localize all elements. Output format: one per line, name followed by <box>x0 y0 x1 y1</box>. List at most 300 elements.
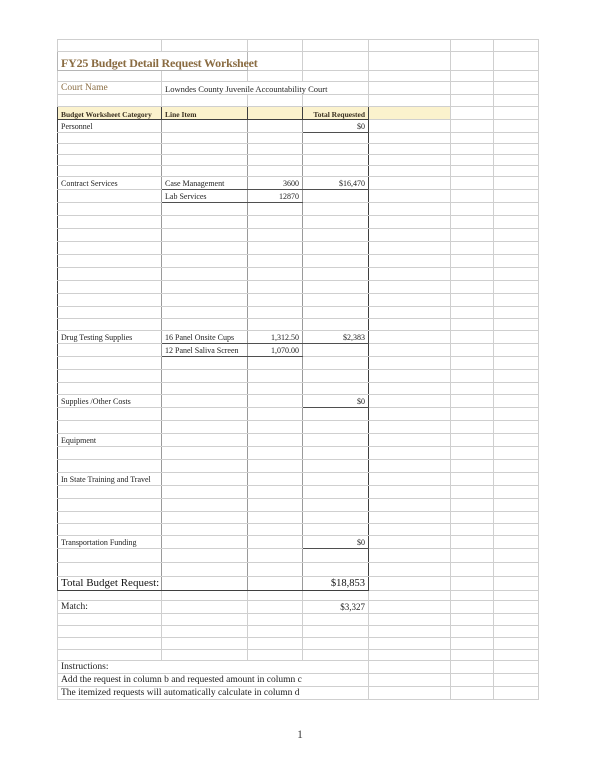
cell <box>58 255 162 268</box>
cell <box>451 82 494 95</box>
line-item-cell <box>162 473 248 486</box>
cell <box>494 294 539 307</box>
page-number: 1 <box>297 729 303 741</box>
cell <box>451 166 494 177</box>
cell <box>58 614 162 626</box>
cell <box>494 536 539 549</box>
cell <box>451 268 494 281</box>
cell <box>162 408 248 421</box>
cell <box>303 447 369 460</box>
cell <box>494 447 539 460</box>
cell <box>451 499 494 512</box>
sheet-row <box>58 166 539 177</box>
cell <box>248 383 303 395</box>
cell <box>58 40 162 52</box>
sheet-row <box>58 614 539 626</box>
cell <box>162 307 248 319</box>
cell <box>58 229 162 242</box>
cell <box>494 229 539 242</box>
cell <box>248 499 303 512</box>
cell <box>494 395 539 408</box>
line-item-cell <box>162 395 248 408</box>
cell <box>303 460 369 473</box>
sheet-row <box>58 601 539 614</box>
instructions-heading: Instructions: <box>58 661 369 674</box>
cell <box>369 421 451 434</box>
sheet-row <box>58 661 539 674</box>
total-requested-value: $0 <box>303 395 369 408</box>
sheet-row <box>58 107 539 120</box>
cell <box>162 383 248 395</box>
cell <box>451 177 494 190</box>
cell <box>369 120 451 133</box>
cell <box>162 460 248 473</box>
cell <box>494 601 539 614</box>
cell <box>248 408 303 421</box>
cell <box>303 307 369 319</box>
cell <box>369 524 451 536</box>
cell <box>494 499 539 512</box>
cell <box>248 281 303 294</box>
cell <box>162 614 248 626</box>
cell <box>494 71 539 82</box>
cell <box>303 203 369 216</box>
instruction-text: The itemized requests will automatically calculate in column d <box>58 687 369 700</box>
total-requested-value <box>303 190 369 203</box>
cell <box>303 294 369 307</box>
cell <box>369 650 451 661</box>
cell <box>451 52 494 71</box>
sheet-row <box>58 331 539 344</box>
cell <box>162 144 248 155</box>
cell <box>494 473 539 486</box>
cell <box>58 512 162 524</box>
sheet-row <box>58 577 539 591</box>
cell <box>369 216 451 229</box>
cell <box>58 242 162 255</box>
category-cell: Equipment <box>58 434 162 447</box>
cell <box>303 281 369 294</box>
cell <box>451 536 494 549</box>
cell <box>369 536 451 549</box>
cell <box>162 601 248 614</box>
cell <box>162 563 248 577</box>
cell <box>494 383 539 395</box>
cell <box>494 133 539 144</box>
line-qty-cell <box>248 536 303 549</box>
cell <box>162 370 248 383</box>
sheet-row <box>58 512 539 524</box>
cell <box>451 674 494 687</box>
cell <box>494 591 539 601</box>
cell <box>248 614 303 626</box>
budget-worksheet <box>57 39 539 700</box>
sheet-row <box>58 536 539 549</box>
cell <box>369 268 451 281</box>
cell <box>451 203 494 216</box>
sheet-row <box>58 242 539 255</box>
cell <box>303 144 369 155</box>
cell <box>494 120 539 133</box>
sheet-row <box>58 203 539 216</box>
cell <box>494 563 539 577</box>
cell <box>369 591 451 601</box>
cell <box>58 486 162 499</box>
cell <box>369 563 451 577</box>
cell <box>58 383 162 395</box>
cell <box>248 294 303 307</box>
cell <box>58 626 162 638</box>
sheet-row <box>58 71 539 82</box>
sheet-row <box>58 155 539 166</box>
cell <box>58 591 162 601</box>
cell <box>162 650 248 661</box>
total-requested-value: $0 <box>303 120 369 133</box>
cell <box>58 216 162 229</box>
cell <box>451 626 494 638</box>
cell <box>451 512 494 524</box>
cell <box>369 661 451 674</box>
sheet-row <box>58 460 539 473</box>
sheet-row <box>58 190 539 203</box>
cell <box>58 357 162 370</box>
cell <box>451 40 494 52</box>
category-cell: In State Training and Travel <box>58 473 162 486</box>
cell <box>58 319 162 331</box>
cell <box>162 357 248 370</box>
cell <box>162 421 248 434</box>
cell <box>369 95 451 107</box>
cell <box>162 216 248 229</box>
grid-body <box>58 40 539 700</box>
cell <box>248 447 303 460</box>
cell <box>303 268 369 281</box>
cell <box>451 486 494 499</box>
cell <box>451 294 494 307</box>
cell <box>303 591 369 601</box>
cell <box>303 650 369 661</box>
sheet-row <box>58 524 539 536</box>
cell <box>369 370 451 383</box>
cell <box>303 549 369 563</box>
cell <box>58 370 162 383</box>
cell <box>451 281 494 294</box>
cell <box>451 370 494 383</box>
sheet-row <box>58 447 539 460</box>
cell <box>494 52 539 71</box>
cell <box>248 638 303 650</box>
budget-grid <box>57 39 539 700</box>
cell <box>248 95 303 107</box>
cell <box>162 268 248 281</box>
cell <box>248 357 303 370</box>
cell <box>248 166 303 177</box>
sheet-row <box>58 357 539 370</box>
sheet-row <box>58 216 539 229</box>
cell <box>451 383 494 395</box>
cell <box>248 512 303 524</box>
cell <box>494 268 539 281</box>
cell <box>494 319 539 331</box>
total-requested-value <box>303 434 369 447</box>
cell <box>369 177 451 190</box>
cell <box>303 229 369 242</box>
court-name-label: Court Name <box>58 82 162 95</box>
cell <box>494 650 539 661</box>
cell <box>58 203 162 216</box>
cell <box>369 255 451 268</box>
cell <box>58 144 162 155</box>
cell <box>369 687 451 700</box>
cell <box>58 294 162 307</box>
total-requested-value: $16,470 <box>303 177 369 190</box>
line-item-cell <box>162 434 248 447</box>
cell <box>369 577 451 591</box>
cell <box>451 71 494 82</box>
col-header-category: Budget Worksheet Category <box>58 107 162 120</box>
cell <box>494 95 539 107</box>
line-item-cell: 16 Panel Onsite Cups <box>162 331 248 344</box>
cell <box>369 155 451 166</box>
cell <box>303 255 369 268</box>
cell <box>369 166 451 177</box>
sheet-row <box>58 638 539 650</box>
cell <box>369 71 451 82</box>
cell <box>369 549 451 563</box>
sheet-title: FY25 Budget Detail Request Worksheet <box>58 52 248 71</box>
cell <box>248 591 303 601</box>
cell <box>369 242 451 255</box>
total-budget-label: Total Budget Request: <box>58 577 162 591</box>
sheet-row <box>58 255 539 268</box>
cell <box>248 307 303 319</box>
cell <box>162 626 248 638</box>
cell <box>451 95 494 107</box>
cell <box>58 524 162 536</box>
cell <box>162 447 248 460</box>
cell <box>248 460 303 473</box>
cell <box>494 344 539 357</box>
sheet-row <box>58 52 539 71</box>
cell <box>248 601 303 614</box>
sheet-row <box>58 626 539 638</box>
sheet-row <box>58 674 539 687</box>
cell <box>162 166 248 177</box>
cell <box>58 95 162 107</box>
cell <box>248 229 303 242</box>
cell <box>303 357 369 370</box>
cell <box>162 71 248 82</box>
line-item-cell <box>162 120 248 133</box>
cell <box>248 268 303 281</box>
cell <box>248 40 303 52</box>
cell <box>451 229 494 242</box>
cell <box>494 255 539 268</box>
cell <box>494 408 539 421</box>
cell <box>162 255 248 268</box>
cell <box>494 216 539 229</box>
cell <box>303 614 369 626</box>
sheet-row <box>58 120 539 133</box>
sheet-row <box>58 344 539 357</box>
category-cell: Contract Services <box>58 177 162 190</box>
cell <box>369 107 451 120</box>
cell <box>58 638 162 650</box>
col-header-line-item: Line Item <box>162 107 248 120</box>
cell <box>494 307 539 319</box>
sheet-row <box>58 294 539 307</box>
category-cell <box>58 344 162 357</box>
cell <box>369 395 451 408</box>
total-requested-value: $0 <box>303 536 369 549</box>
cell <box>451 661 494 674</box>
cell <box>369 344 451 357</box>
cell <box>58 133 162 144</box>
cell <box>58 421 162 434</box>
cell <box>303 242 369 255</box>
cell <box>369 281 451 294</box>
cell <box>248 650 303 661</box>
cell <box>248 486 303 499</box>
cell <box>248 242 303 255</box>
line-qty-cell <box>248 473 303 486</box>
cell <box>494 166 539 177</box>
cell <box>369 229 451 242</box>
sheet-row <box>58 650 539 661</box>
sheet-row <box>58 408 539 421</box>
cell <box>303 319 369 331</box>
cell <box>303 512 369 524</box>
cell <box>451 155 494 166</box>
cell <box>303 133 369 144</box>
cell <box>494 177 539 190</box>
cell <box>494 370 539 383</box>
cell <box>451 107 494 120</box>
cell <box>369 626 451 638</box>
cell <box>494 190 539 203</box>
category-cell: Supplies /Other Costs <box>58 395 162 408</box>
cell <box>162 549 248 563</box>
cell <box>369 203 451 216</box>
cell <box>303 638 369 650</box>
cell <box>494 638 539 650</box>
cell <box>451 601 494 614</box>
cell <box>369 499 451 512</box>
cell <box>248 370 303 383</box>
cell <box>369 473 451 486</box>
cell <box>248 216 303 229</box>
cell <box>248 421 303 434</box>
line-qty-cell: 1,312.50 <box>248 331 303 344</box>
cell <box>58 281 162 294</box>
cell <box>451 549 494 563</box>
cell <box>58 408 162 421</box>
cell <box>369 383 451 395</box>
col-header-spacer <box>248 107 303 120</box>
cell <box>451 460 494 473</box>
cell <box>162 486 248 499</box>
cell <box>303 421 369 434</box>
cell <box>451 408 494 421</box>
sheet-row <box>58 229 539 242</box>
cell <box>451 319 494 331</box>
cell <box>369 408 451 421</box>
cell <box>369 190 451 203</box>
cell <box>369 307 451 319</box>
cell <box>162 499 248 512</box>
cell <box>162 40 248 52</box>
sheet-row <box>58 687 539 700</box>
cell <box>369 40 451 52</box>
sheet-row <box>58 421 539 434</box>
cell <box>494 674 539 687</box>
cell <box>162 242 248 255</box>
cell <box>369 614 451 626</box>
cell <box>162 95 248 107</box>
match-value: $3,327 <box>303 601 369 614</box>
col-header-total-requested: Total Requested <box>303 107 369 120</box>
cell <box>369 331 451 344</box>
cell <box>303 563 369 577</box>
sheet-row <box>58 563 539 577</box>
cell <box>58 155 162 166</box>
cell <box>369 674 451 687</box>
match-label: Match: <box>58 601 162 614</box>
cell <box>369 357 451 370</box>
cell <box>58 499 162 512</box>
cell <box>494 687 539 700</box>
sheet-row <box>58 133 539 144</box>
category-cell: Drug Testing Supplies <box>58 331 162 344</box>
sheet-row <box>58 473 539 486</box>
cell <box>451 307 494 319</box>
sheet-row <box>58 177 539 190</box>
cell <box>248 319 303 331</box>
cell <box>248 255 303 268</box>
cell <box>58 166 162 177</box>
cell <box>451 120 494 133</box>
cell <box>303 370 369 383</box>
cell <box>494 460 539 473</box>
cell <box>58 307 162 319</box>
instruction-text: Add the request in column b and requested amount in column c <box>58 674 369 687</box>
cell <box>369 144 451 155</box>
cell <box>248 144 303 155</box>
line-qty-cell <box>248 434 303 447</box>
line-qty-cell: 3600 <box>248 177 303 190</box>
cell <box>494 331 539 344</box>
sheet-row <box>58 40 539 52</box>
cell <box>58 268 162 281</box>
cell <box>248 155 303 166</box>
cell <box>58 650 162 661</box>
cell <box>303 499 369 512</box>
category-cell: Transportation Funding <box>58 536 162 549</box>
cell <box>451 242 494 255</box>
total-requested-value <box>303 473 369 486</box>
cell <box>451 190 494 203</box>
cell <box>369 319 451 331</box>
cell <box>303 95 369 107</box>
cell <box>451 638 494 650</box>
sheet-row <box>58 549 539 563</box>
cell <box>248 577 303 591</box>
cell <box>451 473 494 486</box>
cell <box>494 203 539 216</box>
sheet-row <box>58 281 539 294</box>
cell <box>451 687 494 700</box>
cell <box>303 383 369 395</box>
